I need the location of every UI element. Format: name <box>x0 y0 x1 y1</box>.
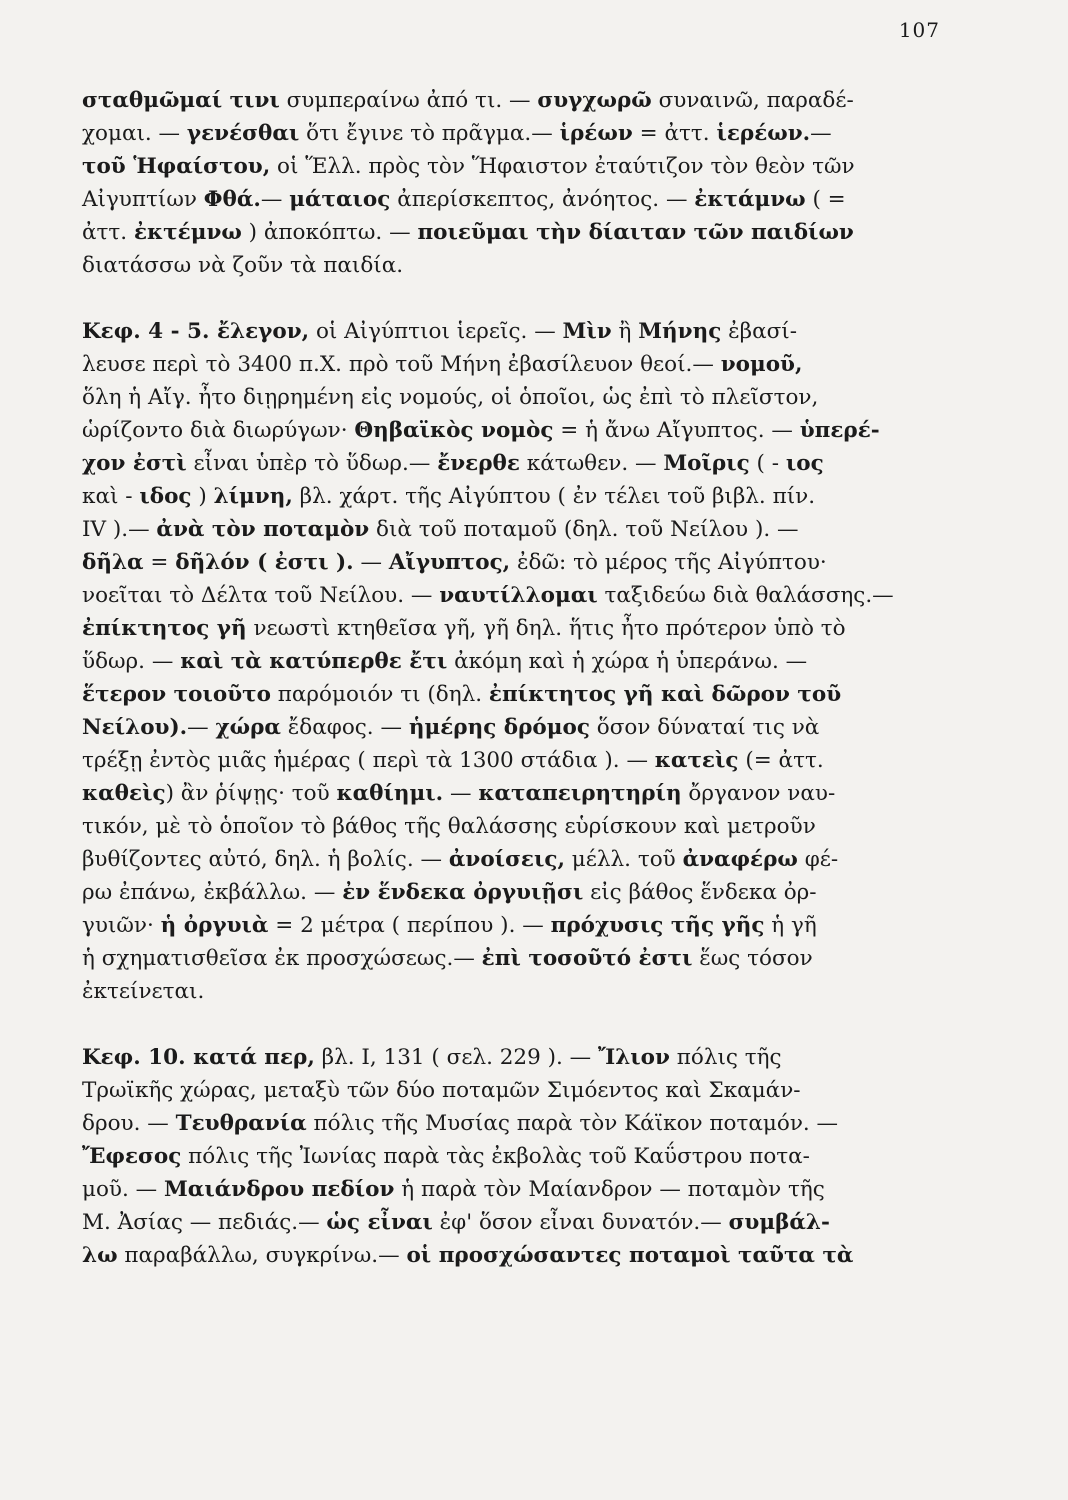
gloss-text: βλ. I, 131 ( σελ. 229 ). — <box>314 1045 599 1070</box>
lemma-term: καθεὶς <box>82 781 166 806</box>
lemma-term: χώρα <box>215 715 281 740</box>
gloss-text: πόλις τῆς Μυσίας παρὰ τὸν Κάϊκον ποταμόν. — <box>306 1111 839 1136</box>
gloss-text: μέλλ. τοῦ <box>564 847 683 872</box>
lemma-term: σταθμῶμαί τινι <box>82 88 280 113</box>
gloss-text: χομαι. — <box>82 121 187 146</box>
gloss-text: IV ).— <box>82 517 157 542</box>
gloss-text: τικόν, μὲ τὸ ὁποῖον τὸ βάθος τῆς θαλάσσης εὑρίσκουν καὶ μετροῦν <box>82 814 816 839</box>
lemma-term: ἱερέων. <box>716 121 811 146</box>
gloss-text: λευσε περὶ τὸ 3400 π.Χ. πρὸ τοῦ Μήνη ἐβασίλευον θεοί.— <box>82 352 721 377</box>
lemma-term: τοῦ Ἡφαίστου, <box>82 154 271 179</box>
gloss-text: — <box>187 715 216 740</box>
lemma-term: ἐπὶ τοσοῦτό ἐστι <box>481 946 693 971</box>
lemma-term: Μοῖρις <box>663 451 750 476</box>
paragraph <box>82 315 948 1008</box>
text-line <box>82 216 948 249</box>
gloss-text: — <box>260 187 290 212</box>
paragraph <box>82 1041 948 1272</box>
gloss-text: ἐφ' ὅσον εἶναι δυνατόν.— <box>432 1210 729 1235</box>
text-line <box>82 942 948 975</box>
gloss-text: παραβάλλω, συγκρίνω.— <box>117 1243 407 1268</box>
lemma-term: καθίημι. <box>336 781 444 806</box>
gloss-text: ἐβασί- <box>721 319 797 344</box>
lemma-term: ἡ ὀργυιὰ <box>160 913 269 938</box>
lemma-term: Μὶν <box>562 319 612 344</box>
gloss-text: Αἰγυπτίων <box>82 187 204 212</box>
gloss-text: ἡ γῆ <box>764 913 817 938</box>
gloss-text: = 2 μέτρα ( περίπου ). — <box>268 913 551 938</box>
text-line <box>82 1074 948 1107</box>
lemma-term: ιδος <box>139 484 192 509</box>
lemma-term: ιος <box>785 451 824 476</box>
gloss-text: = <box>143 550 176 575</box>
gloss-text: βυθίζοντες αὐτό, δηλ. ἡ βολίς. — <box>82 847 449 872</box>
text-line <box>82 414 948 447</box>
text-line <box>82 480 948 513</box>
lemma-term: Φθά. <box>203 187 261 212</box>
text-line <box>82 1173 948 1206</box>
gloss-text: διατάσσω νὰ ζοῦν τὰ παιδία. <box>82 253 404 278</box>
gloss-text: ) <box>191 484 214 509</box>
gloss-text: — <box>353 550 389 575</box>
text-line <box>82 909 948 942</box>
gloss-text: ( = <box>805 187 846 212</box>
gloss-text: φέ- <box>797 847 839 872</box>
text-line <box>82 744 948 777</box>
lemma-term: ἐκτέμνω <box>133 220 242 245</box>
text-line <box>82 1107 948 1140</box>
text-line <box>82 876 948 909</box>
lemma-term: ἀνοίσεις, <box>448 847 565 872</box>
lemma-term: Αἴγυπτος, <box>388 550 511 575</box>
gloss-text: Τρωϊκῆς χώρας, μεταξὺ τῶν δύο ποταμῶν Σιμόεντος καὶ Σκαμάν- <box>82 1078 801 1103</box>
gloss-text: Μ. Ἀσίας — πεδιάς.— <box>82 1210 327 1235</box>
text-line <box>82 150 948 183</box>
gloss-text: ὕδωρ. — <box>82 649 181 674</box>
gloss-text: ἕως τόσον <box>692 946 813 971</box>
gloss-text: ) ἂν ῥίψῃς· τοῦ <box>165 781 337 806</box>
gloss-text: ἀπερίσκεπτος, ἀνόητος. — <box>390 187 695 212</box>
gloss-text: συναινῶ, παραδέ- <box>651 88 854 113</box>
lemma-term: ποιεῦμαι τὴν δίαιταν τῶν παιδίων <box>417 220 854 245</box>
text-line <box>82 546 948 579</box>
lemma-term: ἐπίκτητος γῆ <box>82 616 247 641</box>
gloss-text: — <box>443 781 479 806</box>
gloss-text: νεωστὶ κτηθεῖσα γῆ, γῆ δηλ. ἥτις ἦτο πρότερον ὑπὸ τὸ <box>246 616 846 641</box>
text-line <box>82 1239 948 1272</box>
gloss-text: ὅτι ἔγινε τὸ πρᾶγμα.— <box>299 121 560 146</box>
gloss-text: παρόμοιόν τι (δηλ. <box>270 682 489 707</box>
lemma-term: καὶ τὰ κατύπερθε ἔτι <box>180 649 448 674</box>
text-line <box>82 183 948 216</box>
text-line <box>82 612 948 645</box>
gloss-text: τρέξῃ ἐντὸς μιᾶς ἡμέρας ( περὶ τὰ 1300 στάδια ). — <box>82 748 655 773</box>
text-line <box>82 579 948 612</box>
lemma-term: χον ἐστὶ <box>82 451 187 476</box>
lemma-term: συγχωρῶ <box>537 88 652 113</box>
lemma-term: ἐκτάμνω <box>694 187 806 212</box>
gloss-text: ὅλη ἡ Αἴγ. ἦτο διῃρημένη εἰς νομούς, οἱ ὁποῖοι, ὡς ἐπὶ τὸ πλεῖστον, <box>82 385 819 410</box>
gloss-text: — <box>810 121 832 146</box>
text-line <box>82 975 948 1008</box>
gloss-text: μοῦ. — <box>82 1177 164 1202</box>
lemma-term: οἱ προσχώσαντες ποταμοὶ ταῦτα τὰ <box>406 1243 854 1268</box>
page-text <box>82 84 948 1272</box>
gloss-text: ρω ἐπάνω, ἐκβάλλω. — <box>82 880 343 905</box>
gloss-text: ἢ <box>611 319 639 344</box>
gloss-text: ἀττ. <box>82 220 134 245</box>
text-line <box>82 1140 948 1173</box>
gloss-text: εἶναι ὑπὲρ τὸ ὕδωρ.— <box>186 451 438 476</box>
gloss-text: πόλις τῆς <box>669 1045 782 1070</box>
lemma-term: ἡμέρης δρόμος <box>408 715 590 740</box>
gloss-text: ἡ παρὰ τὸν Μαίανδρον — ποταμὸν τῆς <box>394 1177 825 1202</box>
gloss-text: συμπεραίνω ἀπό τι. — <box>279 88 538 113</box>
gloss-text: ἐκτείνεται. <box>82 979 205 1004</box>
lemma-term: ἀνὰ τὸν ποταμὸν <box>156 517 370 542</box>
gloss-text: διὰ τοῦ ποταμοῦ (δηλ. τοῦ Νείλου ). — <box>369 517 799 542</box>
lemma-term: ὡς εἶναι <box>326 1210 433 1235</box>
text-line <box>82 1041 948 1074</box>
lemma-term: νομοῦ, <box>720 352 803 377</box>
gloss-text: ἐδῶ: τὸ μέρος τῆς Αἰγύπτου· <box>510 550 827 575</box>
gloss-text: ταξιδεύω διὰ θαλάσσης.— <box>597 583 894 608</box>
gloss-text: γυιῶν· <box>82 913 161 938</box>
paragraph <box>82 84 948 282</box>
text-line <box>82 348 948 381</box>
lemma-term: Ἔφεσος <box>82 1144 182 1169</box>
lemma-term: ἕτερον τοιοῦτο <box>82 682 271 707</box>
lemma-term: ὑπερέ- <box>799 418 880 443</box>
lemma-term: ἔνερθε <box>437 451 520 476</box>
text-line <box>82 84 948 117</box>
gloss-text: οἱ Ἕλλ. πρὸς τὸν Ἥφαιστον ἐταύτιζον τὸν θεὸν τῶν <box>270 154 855 179</box>
text-line <box>82 447 948 480</box>
gloss-text: νοεῖται τὸ Δέλτα τοῦ Νείλου. — <box>82 583 440 608</box>
text-line <box>82 381 948 414</box>
lemma-term: Τευθρανία <box>175 1111 307 1136</box>
lemma-term: Μήνης <box>638 319 722 344</box>
text-line <box>82 777 948 810</box>
gloss-text: οἱ Αἰγύπτιοι ἱερεῖς. — <box>309 319 563 344</box>
lemma-term: Νείλου). <box>82 715 188 740</box>
lemma-term: μάταιος <box>289 187 391 212</box>
gloss-text: ὡρίζοντο διὰ διωρύγων· <box>82 418 355 443</box>
lemma-term: Μαιάνδρου πεδίον <box>164 1177 395 1202</box>
lemma-term: Κεφ. 4 - 5. ἔλεγον, <box>82 319 310 344</box>
text-line <box>82 810 948 843</box>
gloss-text: = ἀττ. <box>632 121 717 146</box>
lemma-term: Κεφ. 10. κατά περ, <box>82 1045 315 1070</box>
gloss-text: ) ἀποκόπτω. — <box>241 220 418 245</box>
text-line <box>82 843 948 876</box>
gloss-text: εἰς βάθος ἕνδεκα ὀρ- <box>583 880 817 905</box>
gloss-text: (= ἀττ. <box>738 748 824 773</box>
lemma-term: γενέσθαι <box>186 121 300 146</box>
gloss-text: δρου. — <box>82 1111 176 1136</box>
lemma-term: κατεὶς <box>654 748 739 773</box>
page-number: 107 <box>898 18 940 42</box>
lemma-term: δῆλα <box>82 550 144 575</box>
gloss-text: ( - <box>749 451 786 476</box>
gloss-text: καὶ - <box>82 484 140 509</box>
gloss-text: πόλις τῆς Ἰωνίας παρὰ τὰς ἐκβολὰς τοῦ Καΰστρου ποτα- <box>181 1144 810 1169</box>
lemma-term: ἀναφέρω <box>682 847 798 872</box>
lemma-term: ἱρέων <box>559 121 633 146</box>
text-line <box>82 645 948 678</box>
gloss-text: ἔδαφος. — <box>280 715 409 740</box>
gloss-text: = ἡ ἄνω Αἴγυπτος. — <box>553 418 800 443</box>
lemma-term: Ἴλιον <box>598 1045 670 1070</box>
gloss-text: ὄργανον ναυ- <box>681 781 836 806</box>
lemma-term: λω <box>82 1243 118 1268</box>
lemma-term: πρόχυσις τῆς γῆς <box>550 913 765 938</box>
gloss-text: βλ. χάρτ. τῆς Αἰγύπτου ( ἐν τέλει τοῦ βιβλ. πίν. <box>292 484 816 509</box>
text-line <box>82 678 948 711</box>
text-line <box>82 117 948 150</box>
text-line <box>82 249 948 282</box>
text-line <box>82 1206 948 1239</box>
gloss-text: ἡ σχηματισθεῖσα ἐκ προσχώσεως.— <box>82 946 482 971</box>
lemma-term: καταπειρητηρίη <box>478 781 682 806</box>
lemma-term: ναυτίλλομαι <box>439 583 598 608</box>
lemma-term: λίμνη, <box>213 484 293 509</box>
gloss-text: κάτωθεν. — <box>519 451 664 476</box>
lemma-term: δῆλόν ( ἐστι ). <box>175 550 354 575</box>
text-line <box>82 315 948 348</box>
text-line <box>82 711 948 744</box>
lemma-term: συμβάλ- <box>728 1210 830 1235</box>
lemma-term: ἐπίκτητος γῆ καὶ δῶρον τοῦ <box>488 682 842 707</box>
gloss-text: ἀκόμη καὶ ἡ χώρα ἡ ὑπεράνω. — <box>447 649 808 674</box>
text-line <box>82 513 948 546</box>
lemma-term: Θηβαϊκὸς νομὸς <box>354 418 554 443</box>
gloss-text: ὅσον δύναταί τις νὰ <box>589 715 820 740</box>
lemma-term: ἐν ἕνδεκα ὀργυιῇσι <box>342 880 584 905</box>
